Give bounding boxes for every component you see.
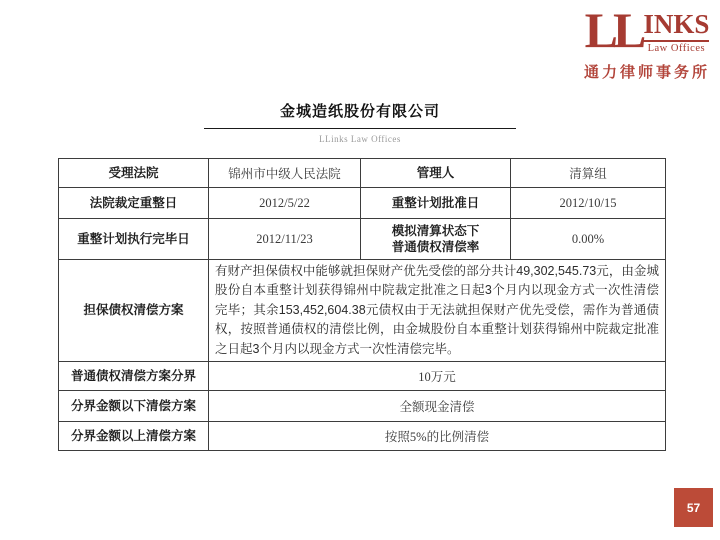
table-row <box>59 260 666 362</box>
reorganization-table <box>58 158 666 451</box>
label-plan-completion-date: 重整计划执行完毕日 <box>59 219 209 260</box>
table-row <box>59 390 666 421</box>
table-row <box>59 361 666 390</box>
logo-law-offices-text: Law Offices <box>643 40 709 54</box>
logo-right-block <box>643 10 709 54</box>
table-row <box>59 219 666 260</box>
table-row <box>59 188 666 219</box>
logo-inks-letters: INKS <box>643 9 710 39</box>
llinks-logo <box>584 2 711 82</box>
label-ordinary-claims-threshold: 普通债权清偿方案分界 <box>59 361 209 390</box>
value-ordinary-claims-threshold: 10万元 <box>209 361 666 390</box>
label-simulated-liquidation-rate-line1: 模拟清算状态下 <box>391 223 480 238</box>
label-accepting-court: 受理法院 <box>59 159 209 188</box>
title-underline <box>204 128 516 129</box>
label-secured-claims-plan: 担保债权清偿方案 <box>59 260 209 362</box>
page-number: 57 <box>686 500 701 515</box>
table-row <box>59 159 666 188</box>
value-plan-approval-date: 2012/10/15 <box>511 188 666 219</box>
label-administrator: 管理人 <box>361 159 511 188</box>
value-above-threshold-plan: 按照5%的比例清偿 <box>209 421 666 450</box>
value-below-threshold-plan: 全额现金清偿 <box>209 390 666 421</box>
value-plan-completion-date: 2012/11/23 <box>209 219 361 260</box>
title-block <box>0 100 720 144</box>
logo-ll-letters: LL <box>584 2 642 58</box>
label-simulated-liquidation-rate-line2: 普通债权清偿率 <box>391 240 480 254</box>
watermark-text: LLinks Law Offices <box>319 134 401 144</box>
value-administrator: 清算组 <box>511 159 666 188</box>
label-court-ruling-date: 法院裁定重整日 <box>59 188 209 219</box>
value-court-ruling-date: 2012/5/22 <box>209 188 361 219</box>
label-simulated-liquidation-rate <box>361 219 511 260</box>
page-number-badge <box>674 488 713 527</box>
logo-wordmark <box>584 2 710 58</box>
page-title: 金城造纸股份有限公司 <box>279 103 440 120</box>
table-row <box>59 421 666 450</box>
label-above-threshold-plan: 分界金额以上清偿方案 <box>59 421 209 450</box>
value-secured-claims-plan: 有财产担保债权中能够就担保财产优先受偿的部分共计49,302,545.73元，由金城股份自本重整计划获得锦州中院裁定批准之日起3个月内以现金方式一次性清偿完毕；其余153,452,604.38元债权由于无法就担保财产优先受偿，需作为普通债权，按照普通债权的清偿比例，由金城股份自本重整计划获得锦州中院裁定批准之日起3个月内以现金方式一次性清偿完毕。 <box>209 260 666 362</box>
logo-chinese-name: 通力律师事务所 <box>584 63 711 81</box>
value-accepting-court: 锦州市中级人民法院 <box>209 159 361 188</box>
label-plan-approval-date: 重整计划批准日 <box>361 188 511 219</box>
label-below-threshold-plan: 分界金额以下清偿方案 <box>59 390 209 421</box>
value-simulated-liquidation-rate: 0.00% <box>511 219 666 260</box>
